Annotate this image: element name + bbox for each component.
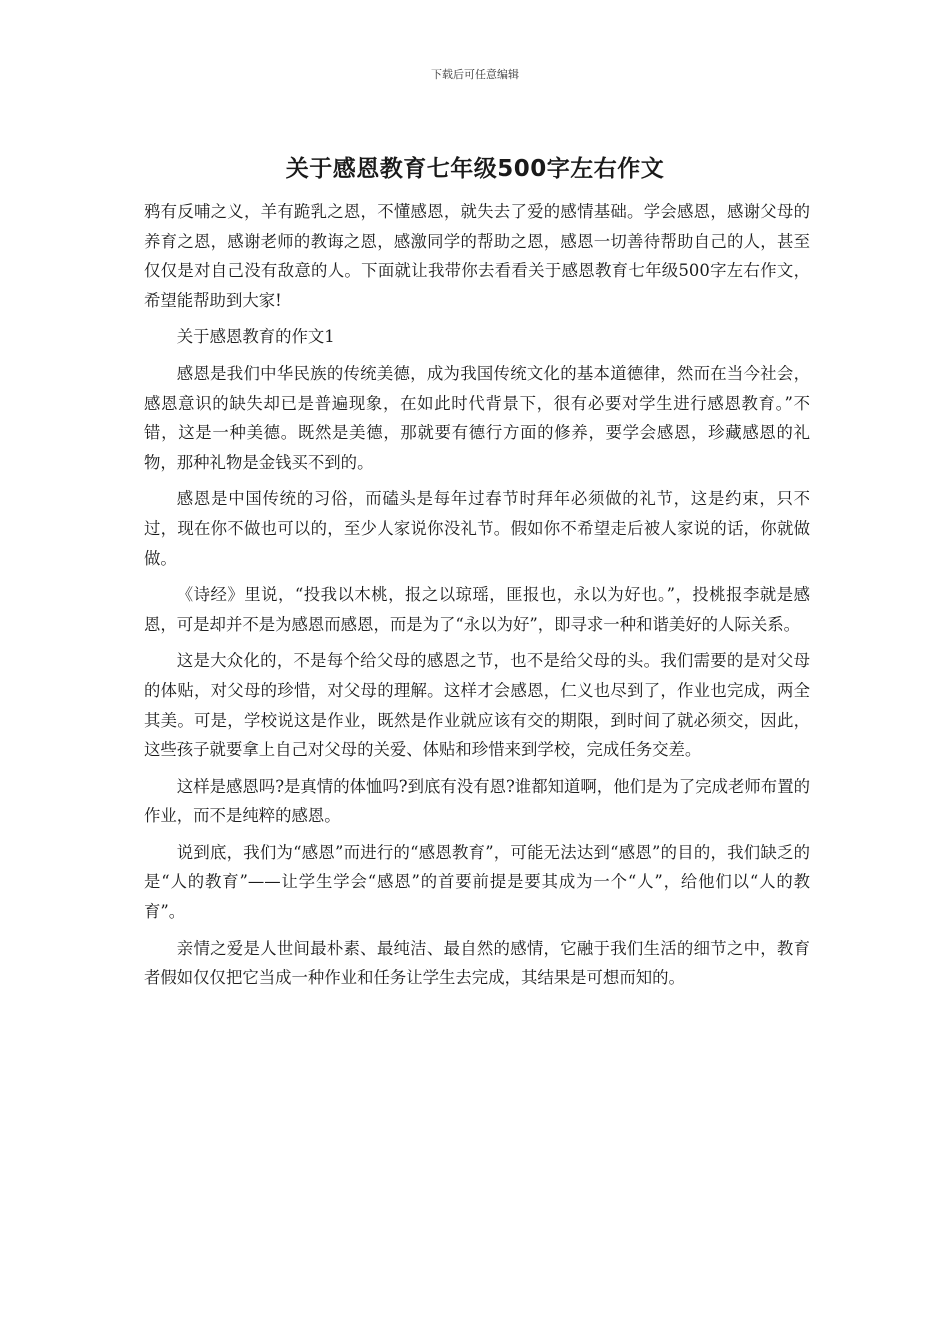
body-paragraph: 说到底，我们为“感恩”而进行的“感恩教育”，可能无法达到“感恩”的目的，我们缺乏的是“人的教育”——让学生学会“感恩”的首要前提是要其成为一个“人”，给他们以“人的教育”。 [144,842,810,922]
section-heading: 关于感恩教育的作文1 [176,327,335,347]
body-paragraph: 感恩是我们中华民族的传统美德，成为我国传统文化的基本道德律，然而在当今社会，感恩意识的缺失却已是普遍现象，在如此时代背景下，很有必要对学生进行感恩教育。”不错，这是一种美德。既然是美德，那就要有德行方面的修养，要学会感恩，珍藏感恩的礼物，那种礼物是金钱买不到的。 [144,363,810,472]
header-note: 下载后可任意编辑 [431,68,519,81]
body-paragraph: 《诗经》里说，“投我以木桃，报之以琼瑶，匪报也，永以为好也。”，投桃报李就是感恩，可是却并不是为感恩而感恩，而是为了“永以为好”，即寻求一种和谐美好的人际关系。 [144,585,810,634]
document-body [144,197,810,1000]
body-paragraph: 亲情之爱是人世间最朴素、最纯洁、最自然的感情，它融于我们生活的细节之中，教育者假如仅仅把它当成一种作业和任务让学生去完成，其结果是可想而知的。 [144,938,810,988]
document-title: 关于感恩教育七年级500字左右作文 [285,156,665,182]
intro-paragraph: 鸦有反哺之义，羊有跪乳之恩，不懂感恩，就失去了爱的感情基础。学会感恩，感谢父母的养育之恩，感谢老师的教诲之恩，感激同学的帮助之恩，感恩一切善待帮助自己的人，甚至仅仅是对自己没有敌意的人。下面就让我带你去看看关于感恩教育七年级500字左右作文，希望能帮助到大家! [144,202,810,310]
body-paragraph: 这是大众化的，不是每个给父母的感恩之节，也不是给父母的头。我们需要的是对父母的体贴，对父母的珍惜，对父母的理解。这样才会感恩，仁义也尽到了，作业也完成，两全其美。可是，学校说这是作业，既然是作业就应该有交的期限，到时间了就必须交，因此，这些孩子就要拿上自己对父母的关爱、体贴和珍惜来到学校，完成任务交差。 [144,651,810,760]
body-paragraph: 这样是感恩吗?是真情的体恤吗?到底有没有恩?谁都知道啊，他们是为了完成老师布置的作业，而不是纯粹的感恩。 [144,776,810,826]
body-paragraph: 感恩是中国传统的习俗，而磕头是每年过春节时拜年必须做的礼节，这是约束，只不过，现在你不做也可以的，至少人家说你没礼节。假如你不希望走后被人家说的话，你就做做。 [144,489,810,568]
